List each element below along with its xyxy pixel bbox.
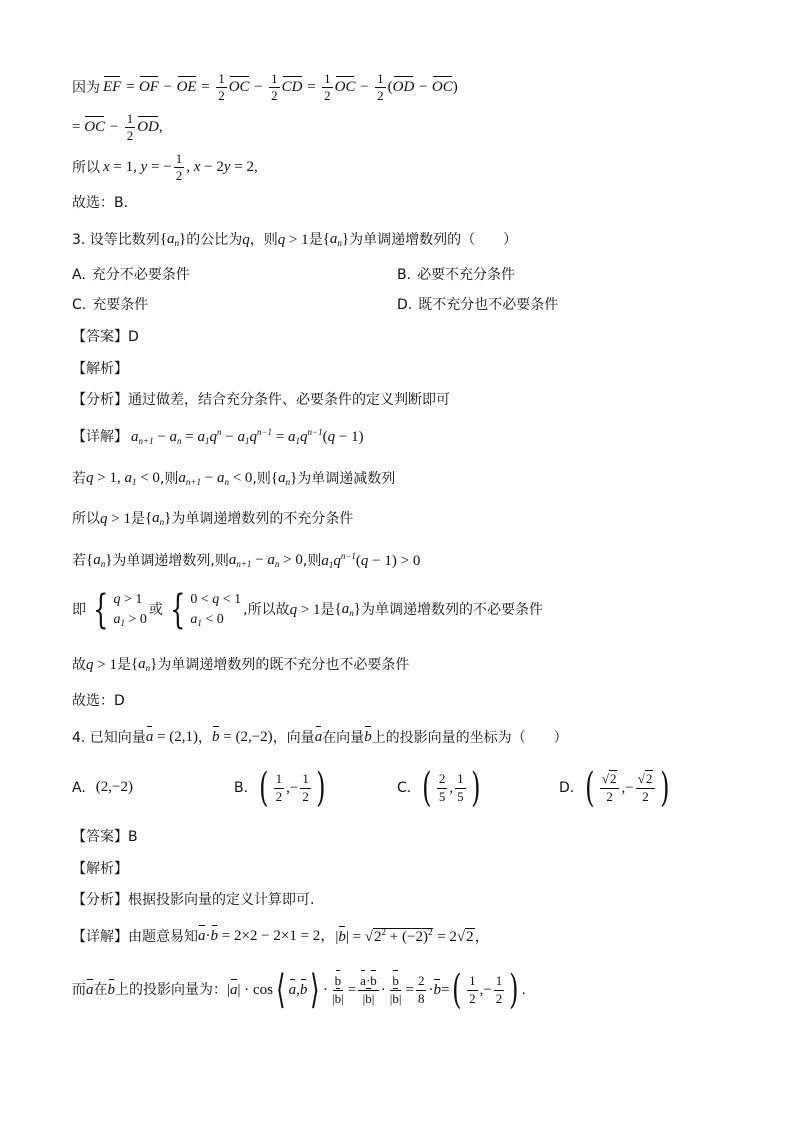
text-shi: 是 — [320, 602, 335, 619]
text-ze2: ,则 — [302, 553, 322, 569]
text-q4-mid2: 在向量 — [322, 729, 365, 746]
problem3-option-c — [72, 298, 148, 312]
problem3-d4: 即 { q > 1 $a_1 > 0$ 或 { 0 < q < 1 $a_1 < 0$ ,所以故 q > 1 是 $\{a_n\}$ 为单调递增数列的不必要条件 — [72, 587, 543, 634]
problem3-option-b — [397, 268, 515, 282]
detail-label: 【详解】 — [72, 928, 128, 945]
problem3-answer — [72, 330, 139, 344]
text-so: ,所以故 — [243, 602, 290, 619]
problem2-line3: 所以 x = 1, y = − $\frac{1}{2}$ , x − 2y = 2, — [72, 151, 258, 184]
option-label: D. — [559, 780, 575, 796]
text-huo: 或 — [148, 602, 163, 619]
problem2-line1: 因为 EF = OF − OE = $\frac{1}{2}$ OC − $\frac{1}{2}$ CD = $\frac{1}{2}$ OC − $\frac{1}{2}$ (OD − OC) — [72, 71, 458, 104]
text-yinwei: 因为 — [72, 79, 100, 96]
text-ruo: 若 — [72, 471, 86, 487]
text-not-sufficient: 为单调递增数列的不充分条件 — [171, 511, 354, 527]
text-q3-pre: 3. 设等比数列 — [72, 232, 160, 248]
option-label: B. — [397, 267, 412, 283]
text-ji: 即 — [72, 602, 86, 619]
system-1: { q > 1 $a_1 > 0$ — [93, 587, 147, 634]
analysis-title: 【解析】 — [72, 861, 128, 877]
analysis-text: 【分析】根据投影向量的定义计算即可. — [72, 892, 315, 908]
problem4-last: 而 a 在 b 上的投影向量为： | a | · cos ⟨ a , b ⟩ · $\frac{b}{|b|}$ = $\frac{a\cdot b}{|b|}$ · $\frac{b}{|b|}$ = $\frac{2}{8}$ · b = ( $\frac{1}{2}$ ,− $\frac{1}{2}$ ) . — [72, 967, 526, 1013]
text-q3-mid1: 的公比为 — [186, 232, 243, 248]
problem4-analysis-title — [72, 862, 128, 876]
text-q4-mid: ，向量 — [272, 729, 315, 746]
text-q3-mid4: 为单调递增数列的（ ） — [349, 232, 518, 248]
text-ze2: ,则 — [252, 471, 271, 487]
text-youti: 由题意易知 — [128, 928, 198, 945]
text-choose-b: 故选：B. — [72, 195, 129, 211]
analysis-text: 【分析】通过做差，结合充分条件、必要条件的定义判断即可 — [72, 392, 450, 408]
text-decreasing: 为单调递减数列 — [297, 471, 396, 487]
option-text: 必要不充分条件 — [417, 267, 516, 283]
problem3-detail: 【详解】 $a_{n+1} - a_n = a_1q^n - a_1q^{n-1} = a_1q^{n-1}(q - 1)$ — [72, 427, 364, 446]
option-label: C. — [72, 297, 87, 313]
problem3-stem: 3. 设等比数列 $\{a_n\}$ 的公比为 q ，则 q > 1 是 $\{a_n\}$ 为单调递增数列的（ ） — [72, 231, 518, 248]
answer-text: 【答案】D — [72, 329, 139, 345]
problem4-option-a: A. (2,−2) — [72, 779, 133, 796]
text-q4-mid3: 上的投影向量的坐标为（ ） — [371, 729, 568, 746]
text-ruo: 若 — [72, 553, 86, 569]
problem3-analysis-title — [72, 362, 128, 376]
option-text: 充要条件 — [92, 297, 149, 313]
problem3-option-a — [72, 268, 190, 282]
text-shi: 是 — [130, 511, 145, 527]
problem4-option-d: D. ( $\frac{√2}{2}$ ,− $\frac{√2}{2}$ ) — [559, 765, 670, 811]
text-q3-mid2: ，则 — [249, 232, 278, 248]
text-suoyi: 所以 — [72, 159, 100, 176]
text-shi: 是 — [116, 657, 131, 673]
analysis-title: 【解析】 — [72, 361, 128, 377]
option-label: A. — [72, 267, 86, 283]
text-er: 而 — [72, 982, 86, 998]
problem4-analysis — [72, 893, 314, 907]
text-neither: 为单调递增数列的既不充分也不必要条件 — [157, 657, 410, 673]
text-not-necessary: 为单调递增数列的不必要条件 — [360, 602, 543, 619]
text-zai: 在 — [93, 982, 108, 998]
problem4-answer — [72, 830, 138, 844]
option-label: C. — [397, 780, 412, 796]
text-sep: ， — [198, 729, 213, 746]
problem2-line2: = OC − $\frac{1}{2}$ OD, — [72, 111, 163, 144]
system-2: { 0 < q < 1 $a_1 < 0$ — [169, 587, 242, 634]
text-ze: ,则 — [159, 471, 179, 487]
problem3-analysis — [72, 393, 450, 407]
detail-label: 【详解】 — [72, 429, 128, 445]
problem3-d2: 所以 q > 1 是 $\{a_n\}$ 为单调递增数列的不充分条件 — [72, 510, 354, 527]
answer-text: 【答案】B — [72, 829, 138, 845]
problem3-d3: 若 $\{a_n\}$ 为单调递增数列,则 $a_{n+1} - a_n > 0$ ,则 $a_1q^{n-1}(q - 1) > 0$ — [72, 551, 421, 570]
option-label: A. — [72, 779, 86, 796]
text-increasing-then: 为单调递增数列,则 — [112, 553, 229, 569]
problem4-stem: 4. 已知向量 a = (2,1) ， b = (2,−2) ，向量 a 在向量 b 上的投影向量的坐标为（ ） — [72, 729, 568, 746]
option-label: D. — [397, 297, 413, 313]
text-q4-pre: 4. 已知向量 — [72, 729, 146, 746]
problem4-option-c: C. ( $\frac{2}{5}$ , $\frac{1}{5}$ ) — [397, 765, 481, 811]
problem3-d1: 若 q > 1, $a_1 < 0$ ,则 $a_{n+1} - a_n < 0$ ,则 $\{a_n\}$ 为单调递减数列 — [72, 470, 396, 487]
problem4-option-b: B. ( $\frac{1}{2}$ ,− $\frac{1}{2}$ ) — [234, 765, 326, 811]
problem2-choose — [72, 196, 128, 210]
text-q3-mid3: 是 — [308, 232, 323, 248]
option-label: B. — [234, 780, 249, 796]
problem3-choose — [72, 694, 125, 708]
text-shang: 上的投影向量为： — [115, 982, 227, 998]
problem4-detail: 【详解】 由题意易知 a·b = 2×2 − 2×1 = 2， $|b| = √2^2 + (-2)^2 = 2√2$， — [72, 927, 490, 945]
problem3-option-d — [397, 298, 558, 312]
option-text: 既不充分也不必要条件 — [418, 297, 559, 313]
text-choose-d: 故选：D — [72, 693, 125, 709]
option-text: 充分不必要条件 — [91, 267, 190, 283]
text-gu: 故 — [72, 657, 86, 673]
problem3-d5: 故 q > 1 是 $\{a_n\}$ 为单调递增数列的既不充分也不必要条件 — [72, 656, 410, 673]
text-suoyi: 所以 — [72, 511, 100, 527]
